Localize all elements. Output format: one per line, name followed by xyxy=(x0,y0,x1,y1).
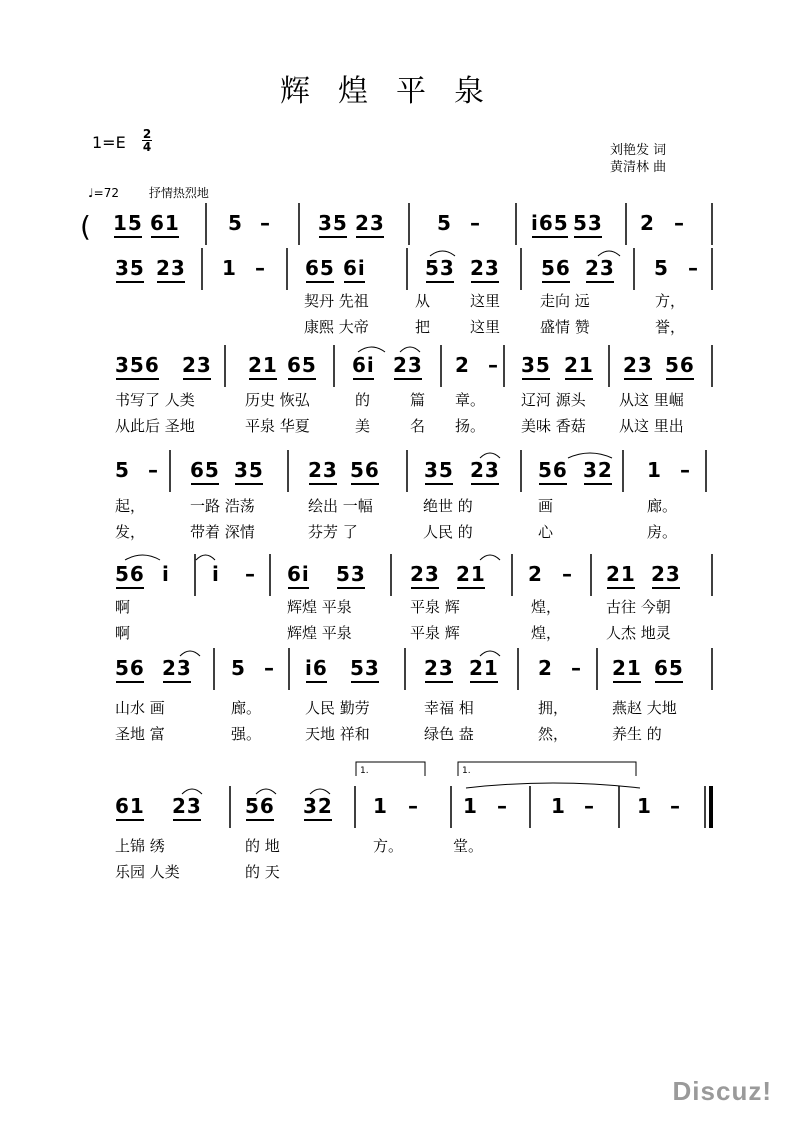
lyric-word: 圣地 富 xyxy=(115,725,165,743)
note-text: 21 xyxy=(612,656,642,680)
note-text: 23 xyxy=(585,256,615,280)
lyric-word: 誉， xyxy=(655,318,686,336)
note-group xyxy=(350,458,380,482)
lyric-word: 平泉 华夏 xyxy=(245,417,310,435)
note-text: 356 xyxy=(115,353,160,377)
note-group xyxy=(393,353,423,377)
note-text: – xyxy=(680,458,691,482)
lyric-word: 拥， xyxy=(538,699,569,717)
note-text: 21 xyxy=(564,353,594,377)
note-text: 61 xyxy=(115,794,145,818)
note-text: 23 xyxy=(651,562,681,586)
page-title: 辉煌平泉 xyxy=(280,74,512,109)
note-group xyxy=(688,256,699,280)
note-group xyxy=(287,353,317,377)
note-text: 56 xyxy=(541,256,571,280)
note-group xyxy=(248,353,278,377)
note-group xyxy=(680,458,691,482)
note-group xyxy=(150,211,180,235)
note-text: 1 xyxy=(637,794,652,818)
note-group xyxy=(172,794,202,818)
note-group xyxy=(425,256,455,280)
note-text: 53 xyxy=(336,562,366,586)
lyric-word: 心 xyxy=(538,523,554,541)
lyric-word: 绿色 盎 xyxy=(424,725,474,743)
expression-text: 抒情热烈地 xyxy=(148,186,209,200)
lyric-word: 幸福 相 xyxy=(424,699,474,717)
lyric-word: 发， xyxy=(115,523,146,541)
note-group xyxy=(470,211,481,235)
lyric-word: 古往 今朝 xyxy=(606,598,671,616)
lyric-word: 平泉 辉 xyxy=(410,598,460,616)
note-group xyxy=(305,256,335,280)
volta-number: 1. xyxy=(360,766,369,776)
lyric-word: 起， xyxy=(115,497,146,515)
note-text: 23 xyxy=(393,353,423,377)
note-text: 1 xyxy=(373,794,388,818)
lyric-word: 啊 xyxy=(115,598,131,616)
note-text: 56 xyxy=(665,353,695,377)
note-text: 23 xyxy=(156,256,186,280)
lyric-word: 历史 恢弘 xyxy=(245,391,310,409)
lyric-word: 乐园 人类 xyxy=(115,863,180,881)
note-text: 23 xyxy=(162,656,192,680)
lyric-word: 走向 远 xyxy=(540,292,590,310)
lyricist-credit: 刘艳发 词 xyxy=(610,143,667,158)
note-text: 35 xyxy=(521,353,551,377)
note-group xyxy=(336,562,366,586)
note-group xyxy=(665,353,695,377)
note-group xyxy=(571,656,582,680)
note-group xyxy=(156,256,186,280)
note-text: 35 xyxy=(424,458,454,482)
lyric-word: 绝世 的 xyxy=(423,497,473,515)
note-text: 61 xyxy=(150,211,180,235)
tempo-value: ♩=72 xyxy=(88,186,119,200)
note-group xyxy=(162,656,192,680)
lyric-word: 方， xyxy=(655,292,686,310)
lyric-word: 的 地 xyxy=(245,837,280,855)
note-text: 23 xyxy=(410,562,440,586)
note-group xyxy=(488,353,499,377)
note-text: – xyxy=(408,794,419,818)
note-text: – xyxy=(260,211,271,235)
note-group xyxy=(234,458,264,482)
lyric-word: 平泉 辉 xyxy=(410,624,460,642)
lyric-word: 人民 勤劳 xyxy=(305,699,370,717)
note-text: – xyxy=(245,562,256,586)
note-group xyxy=(674,211,685,235)
note-text: 23 xyxy=(623,353,653,377)
note-group xyxy=(373,794,388,818)
lyric-word: 芬芳 了 xyxy=(308,523,358,541)
lyric-word: 然， xyxy=(538,725,569,743)
key-signature: 1=E xyxy=(92,133,126,152)
note-text: 65 xyxy=(287,353,317,377)
note-text: 1 xyxy=(647,458,662,482)
note-text: 5 xyxy=(228,211,243,235)
note-text: 1 xyxy=(551,794,566,818)
lyric-word: 盛情 赞 xyxy=(540,318,590,336)
note-group xyxy=(647,458,662,482)
note-text: 56 xyxy=(538,458,568,482)
note-text: i xyxy=(212,562,220,586)
lyric-word: 画 xyxy=(538,497,554,515)
note-group xyxy=(637,794,652,818)
note-text: – xyxy=(497,794,508,818)
lyric-word: 书写了 人类 xyxy=(115,391,195,409)
note-text: 56 xyxy=(350,458,380,482)
note-text: 2 xyxy=(538,656,553,680)
note-group xyxy=(470,458,500,482)
note-group xyxy=(531,211,569,235)
note-group xyxy=(148,458,159,482)
note-text: – xyxy=(470,211,481,235)
note-text: 21 xyxy=(456,562,486,586)
note-text: 65 xyxy=(190,458,220,482)
lyric-word: 从此后 圣地 xyxy=(115,417,195,435)
note-group xyxy=(528,562,543,586)
note-text: 5 xyxy=(115,458,130,482)
lyric-word: 这里 xyxy=(470,292,501,310)
note-group xyxy=(113,211,143,235)
note-text: – xyxy=(571,656,582,680)
note-group xyxy=(670,794,681,818)
time-signature-bottom: 4 xyxy=(142,140,152,154)
note-group xyxy=(463,794,478,818)
note-group xyxy=(640,211,655,235)
note-group xyxy=(410,562,440,586)
note-text: 21 xyxy=(469,656,499,680)
note-group xyxy=(190,458,220,482)
note-group xyxy=(255,256,266,280)
note-text: 53 xyxy=(425,256,455,280)
time-signature-top: 2 xyxy=(142,127,152,141)
note-group xyxy=(455,353,470,377)
note-text: 53 xyxy=(350,656,380,680)
note-group xyxy=(456,562,486,586)
note-text: 15 xyxy=(113,211,143,235)
note-group xyxy=(115,656,145,680)
note-text: 65 xyxy=(305,256,335,280)
note-group xyxy=(562,562,573,586)
note-group xyxy=(585,256,615,280)
lyric-word: 廊。 xyxy=(231,699,262,717)
note-text: – xyxy=(670,794,681,818)
note-group xyxy=(408,794,419,818)
note-text: 2 xyxy=(528,562,543,586)
lyric-word: 从这 里出 xyxy=(619,417,684,435)
note-text: 5 xyxy=(437,211,452,235)
lyric-word: 美味 香菇 xyxy=(521,417,586,435)
lyric-word: 燕赵 大地 xyxy=(612,699,677,717)
note-group xyxy=(212,562,220,586)
note-text: 65 xyxy=(654,656,684,680)
lyric-word: 从 xyxy=(415,292,431,310)
lyric-word: 从这 里崛 xyxy=(619,391,684,409)
note-group xyxy=(497,794,508,818)
note-text: 2 xyxy=(455,353,470,377)
note-group xyxy=(115,256,145,280)
note-group xyxy=(654,256,669,280)
note-text: – xyxy=(255,256,266,280)
note-text: 35 xyxy=(318,211,348,235)
note-text: 56 xyxy=(115,656,145,680)
note-text: 23 xyxy=(470,256,500,280)
note-group xyxy=(470,256,500,280)
lyric-word: 方。 xyxy=(373,837,404,855)
note-group xyxy=(287,562,310,586)
note-group xyxy=(623,353,653,377)
note-group xyxy=(245,562,256,586)
note-group xyxy=(651,562,681,586)
lyric-word: 上锦 绣 xyxy=(115,837,165,855)
note-text: – xyxy=(688,256,699,280)
note-text: i6 xyxy=(305,656,328,680)
note-text: i xyxy=(162,562,170,586)
note-group xyxy=(584,794,595,818)
note-text: – xyxy=(584,794,595,818)
note-group xyxy=(424,458,454,482)
note-text: 32 xyxy=(583,458,613,482)
lyric-word: 山水 画 xyxy=(115,699,165,717)
note-group xyxy=(538,458,568,482)
note-group xyxy=(228,211,243,235)
lyric-word: 把 xyxy=(415,318,431,336)
note-group xyxy=(222,256,237,280)
note-text: 2 xyxy=(640,211,655,235)
note-group xyxy=(350,656,380,680)
lyric-word: 煌， xyxy=(531,624,562,642)
note-group xyxy=(437,211,452,235)
note-group xyxy=(318,211,348,235)
lyric-word: 天地 祥和 xyxy=(305,725,370,743)
note-text: – xyxy=(674,211,685,235)
note-group xyxy=(521,353,551,377)
note-group xyxy=(573,211,603,235)
note-text: 56 xyxy=(115,562,145,586)
lyric-word: 强。 xyxy=(231,725,262,743)
note-text: 6i xyxy=(352,353,375,377)
note-text: 53 xyxy=(573,211,603,235)
note-group xyxy=(541,256,571,280)
note-text: 1 xyxy=(222,256,237,280)
note-group xyxy=(264,656,275,680)
lyric-word: 养生 的 xyxy=(612,725,662,743)
lyric-word: 煌， xyxy=(531,598,562,616)
lyric-word: 辽河 源头 xyxy=(521,391,586,409)
note-text: 23 xyxy=(424,656,454,680)
note-group xyxy=(538,656,553,680)
lyric-word: 啊 xyxy=(115,624,131,642)
note-group xyxy=(343,256,366,280)
note-text: 56 xyxy=(245,794,275,818)
note-text: 23 xyxy=(470,458,500,482)
note-text: 1 xyxy=(463,794,478,818)
lyric-word: 的 天 xyxy=(245,863,280,881)
note-group xyxy=(308,458,338,482)
watermark: Discuz! xyxy=(672,1076,772,1106)
opening-parenthesis: ( xyxy=(80,210,91,243)
note-group xyxy=(564,353,594,377)
note-group xyxy=(424,656,454,680)
lyric-word: 扬。 xyxy=(455,417,486,435)
note-group xyxy=(606,562,636,586)
note-text: – xyxy=(264,656,275,680)
lyric-word: 房。 xyxy=(647,523,678,541)
composer-credit: 黄清林 曲 xyxy=(610,160,667,175)
note-text: 21 xyxy=(606,562,636,586)
note-group xyxy=(260,211,271,235)
lyric-word: 辉煌 平泉 xyxy=(287,598,352,616)
note-group xyxy=(231,656,246,680)
note-text: 5 xyxy=(654,256,669,280)
note-text: 32 xyxy=(303,794,333,818)
note-group xyxy=(303,794,333,818)
note-text: 5 xyxy=(231,656,246,680)
lyric-word: 章。 xyxy=(455,391,486,409)
note-text: – xyxy=(488,353,499,377)
lyric-word: 堂。 xyxy=(453,837,484,855)
note-group xyxy=(115,794,145,818)
note-text: 35 xyxy=(115,256,145,280)
lyric-word: 绘出 一幅 xyxy=(308,497,373,515)
lyric-word: 一路 浩荡 xyxy=(190,497,255,515)
volta-number: 1. xyxy=(462,766,471,776)
note-group xyxy=(654,656,684,680)
lyric-word: 人民 的 xyxy=(423,523,473,541)
note-text: – xyxy=(562,562,573,586)
note-text: 6i xyxy=(287,562,310,586)
lyric-word: 篇 xyxy=(410,391,426,409)
note-text: 23 xyxy=(355,211,385,235)
note-group xyxy=(355,211,385,235)
note-group xyxy=(583,458,613,482)
note-text: 35 xyxy=(234,458,264,482)
lyric-word: 这里 xyxy=(470,318,501,336)
lyric-word: 廊。 xyxy=(647,497,678,515)
note-group xyxy=(305,656,328,680)
note-text: 23 xyxy=(182,353,212,377)
note-group xyxy=(115,562,145,586)
note-group xyxy=(551,794,566,818)
note-group xyxy=(182,353,212,377)
note-group xyxy=(162,562,170,586)
lyric-word: 美 xyxy=(355,417,371,435)
lyric-word: 契丹 先祖 xyxy=(304,292,369,310)
note-group xyxy=(245,794,275,818)
note-group xyxy=(115,458,130,482)
note-group xyxy=(612,656,642,680)
note-text: 23 xyxy=(172,794,202,818)
note-text: – xyxy=(148,458,159,482)
lyric-word: 康熙 大帝 xyxy=(304,318,369,336)
note-group xyxy=(115,353,160,377)
note-group xyxy=(469,656,499,680)
lyric-word: 带着 深情 xyxy=(190,523,255,541)
lyric-word: 人杰 地灵 xyxy=(606,624,671,642)
note-text: 23 xyxy=(308,458,338,482)
note-group xyxy=(352,353,375,377)
note-text: i65 xyxy=(531,211,569,235)
lyric-word: 辉煌 平泉 xyxy=(287,624,352,642)
lyric-word: 的 xyxy=(355,391,371,409)
note-text: 21 xyxy=(248,353,278,377)
note-text: 6i xyxy=(343,256,366,280)
lyric-word: 名 xyxy=(410,417,426,435)
